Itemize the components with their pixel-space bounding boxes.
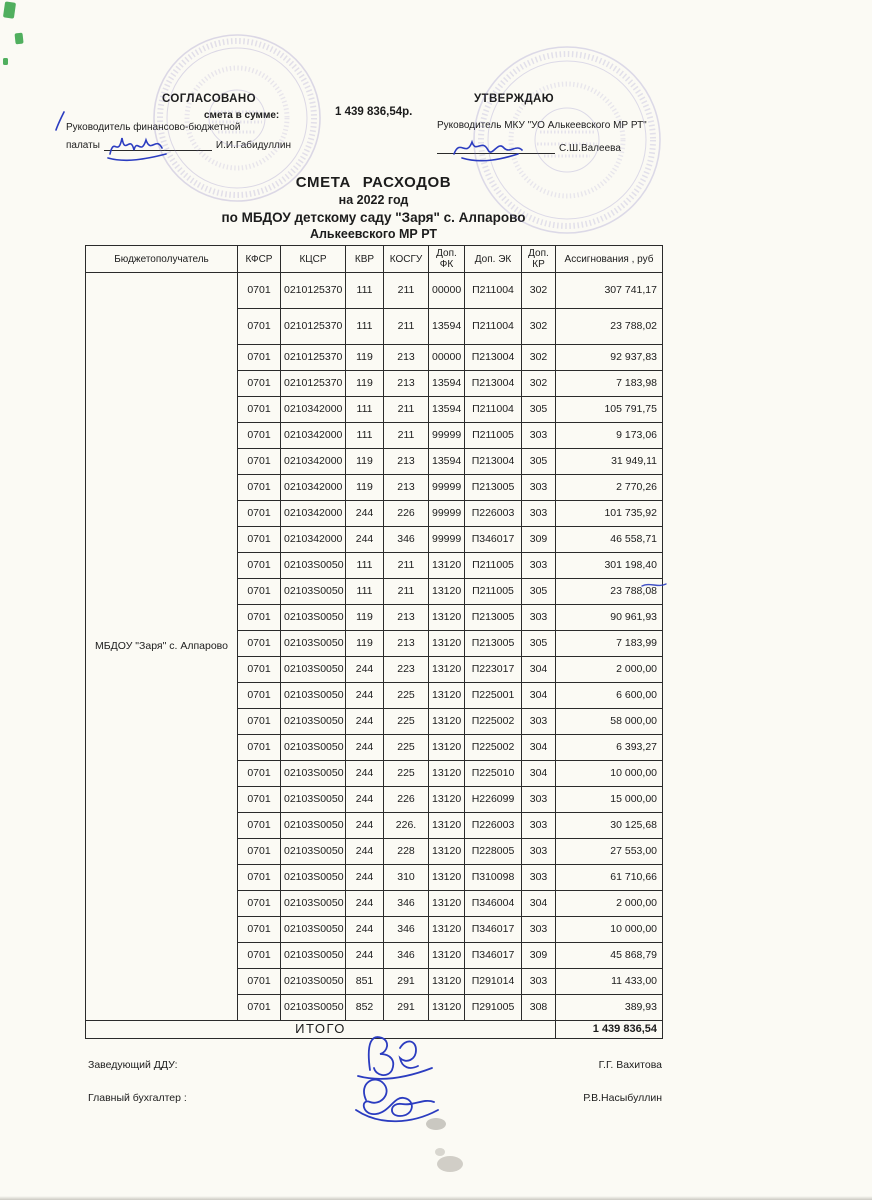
column-header: КОСГУ [384, 246, 429, 273]
table-cell: 13120 [429, 553, 465, 579]
table-cell: 244 [346, 787, 384, 813]
agreed-title: СОГЛАСОВАНО [162, 93, 256, 105]
table-cell: 213 [384, 449, 429, 475]
table-cell: 13594 [429, 449, 465, 475]
table-cell: 389,93 [556, 995, 663, 1021]
table-cell: 852 [346, 995, 384, 1021]
table-cell: 291 [384, 969, 429, 995]
table-cell: 213 [384, 631, 429, 657]
fin-head-signer-name: И.И.Габидуллин [215, 140, 291, 151]
table-cell: П213005 [465, 631, 522, 657]
table-cell: П226003 [465, 501, 522, 527]
table-cell: 00000 [429, 345, 465, 371]
table-cell: 291 [384, 995, 429, 1021]
table-cell: 13120 [429, 995, 465, 1021]
table-cell: 0701 [238, 579, 281, 605]
table-cell: 0701 [238, 917, 281, 943]
table-cell: 213 [384, 345, 429, 371]
table-cell: 310 [384, 865, 429, 891]
chief-accountant-label: Главный бухгалтер : [88, 1092, 187, 1104]
table-cell: 346 [384, 527, 429, 553]
table-cell: 244 [346, 813, 384, 839]
table-cell: 13120 [429, 865, 465, 891]
table-cell: 02103S0050 [281, 683, 346, 709]
mku-head-signer-name: С.Ш.Валеева [559, 143, 621, 154]
fin-head-role-line2: палаты [66, 140, 100, 151]
table-cell: 119 [346, 345, 384, 371]
table-cell: 02103S0050 [281, 657, 346, 683]
table-cell: 111 [346, 309, 384, 345]
green-corner-marks [3, 1, 24, 65]
table-cell: 02103S0050 [281, 891, 346, 917]
table-cell: 303 [522, 553, 556, 579]
table-cell: 119 [346, 449, 384, 475]
table-cell: 2 770,26 [556, 475, 663, 501]
approved-title: УТВЕРЖДАЮ [474, 93, 555, 105]
table-cell: 211 [384, 579, 429, 605]
table-cell: 244 [346, 683, 384, 709]
table-cell: 346 [384, 943, 429, 969]
table-cell: 7 183,99 [556, 631, 663, 657]
doc-title-line2: на 2022 год [338, 193, 409, 207]
table-cell: 02103S0050 [281, 735, 346, 761]
table-cell: 13594 [429, 397, 465, 423]
table-cell: 0701 [238, 761, 281, 787]
table-cell: 305 [522, 631, 556, 657]
table-cell: П213004 [465, 449, 522, 475]
table-cell: 304 [522, 657, 556, 683]
table-cell: 7 183,98 [556, 371, 663, 397]
fin-head-sign-row [66, 139, 291, 151]
table-cell: 9 173,06 [556, 423, 663, 449]
table-cell: 02103S0050 [281, 709, 346, 735]
table-cell: 226 [384, 787, 429, 813]
table-cell: 02103S0050 [281, 865, 346, 891]
table-cell: 0701 [238, 423, 281, 449]
table-cell: 346 [384, 891, 429, 917]
budget-table [85, 245, 663, 1039]
table-cell: 244 [346, 943, 384, 969]
table-cell: 213 [384, 371, 429, 397]
table-cell: 211 [384, 423, 429, 449]
sum-label: смета в сумме: [204, 110, 280, 121]
table-cell: 101 735,92 [556, 501, 663, 527]
table-cell: 0701 [238, 683, 281, 709]
table-cell: П211004 [465, 309, 522, 345]
table-cell: 0210125370 [281, 371, 346, 397]
table-cell: 302 [522, 309, 556, 345]
table-cell: 111 [346, 579, 384, 605]
table-cell: 111 [346, 553, 384, 579]
table-cell: 851 [346, 969, 384, 995]
table-cell: 13120 [429, 839, 465, 865]
table-cell: 6 393,27 [556, 735, 663, 761]
table-cell: 244 [346, 891, 384, 917]
table-cell: 305 [522, 397, 556, 423]
table-cell: 0701 [238, 273, 281, 309]
table-cell: 00000 [429, 273, 465, 309]
table-cell: П346017 [465, 527, 522, 553]
table-cell: 303 [522, 969, 556, 995]
table-cell: 303 [522, 605, 556, 631]
table-cell: 23 788,02 [556, 309, 663, 345]
table-cell: 302 [522, 371, 556, 397]
table-cell: 111 [346, 423, 384, 449]
table-cell: 0701 [238, 995, 281, 1021]
table-cell: 223 [384, 657, 429, 683]
head-ddu-label: Заведующий ДДУ: [88, 1059, 178, 1071]
grey-smudge-marks [426, 1118, 463, 1172]
table-cell: 2 000,00 [556, 891, 663, 917]
table-cell: 13120 [429, 761, 465, 787]
table-cell: 90 961,93 [556, 605, 663, 631]
fin-head-signature-line [104, 139, 212, 151]
table-cell: 119 [346, 605, 384, 631]
recipient-cell: МБДОУ "Заря" с. Алпарово [86, 273, 238, 1021]
table-cell: 30 125,68 [556, 813, 663, 839]
table-cell: 13120 [429, 657, 465, 683]
budget-table-body [86, 273, 663, 1021]
table-cell: 02103S0050 [281, 787, 346, 813]
table-cell: 225 [384, 709, 429, 735]
chief-accountant-name: Р.В.Насыбуллин [583, 1092, 662, 1104]
table-cell: 13120 [429, 969, 465, 995]
table-cell: 303 [522, 501, 556, 527]
table-cell: 346 [384, 917, 429, 943]
table-cell: 244 [346, 709, 384, 735]
table-cell: 244 [346, 735, 384, 761]
table-cell: 0701 [238, 969, 281, 995]
table-cell: 02103S0050 [281, 917, 346, 943]
table-cell: 301 198,40 [556, 553, 663, 579]
table-cell: 13120 [429, 683, 465, 709]
budget-table-header-row [86, 246, 663, 273]
table-cell: 0210342000 [281, 449, 346, 475]
table-cell: 0701 [238, 309, 281, 345]
table-cell: 302 [522, 345, 556, 371]
table-cell: 111 [346, 273, 384, 309]
table-cell: 13594 [429, 309, 465, 345]
table-cell: 13120 [429, 891, 465, 917]
table-cell: 02103S0050 [281, 969, 346, 995]
column-header: Ассигнования , руб [556, 246, 663, 273]
table-cell: П211004 [465, 273, 522, 309]
table-cell: 23 788,08 [556, 579, 663, 605]
sum-value: 1 439 836,54р. [335, 106, 413, 118]
column-header: КВР [346, 246, 384, 273]
table-cell: 0210342000 [281, 501, 346, 527]
table-cell: 303 [522, 475, 556, 501]
table-cell: 307 741,17 [556, 273, 663, 309]
table-cell: 02103S0050 [281, 631, 346, 657]
table-cell: 0210125370 [281, 309, 346, 345]
table-cell: 225 [384, 735, 429, 761]
column-header: Доп. КР [522, 246, 556, 273]
table-cell: 211 [384, 309, 429, 345]
table-cell: 302 [522, 273, 556, 309]
table-cell: П225010 [465, 761, 522, 787]
table-cell: 02103S0050 [281, 839, 346, 865]
table-cell: 02103S0050 [281, 995, 346, 1021]
table-row [86, 273, 663, 309]
table-cell: 0701 [238, 735, 281, 761]
table-cell: 119 [346, 371, 384, 397]
table-cell: 0701 [238, 605, 281, 631]
column-header: Доп. ФК [429, 246, 465, 273]
table-cell: П291005 [465, 995, 522, 1021]
table-cell: 244 [346, 839, 384, 865]
table-cell: 213 [384, 605, 429, 631]
table-cell: 10 000,00 [556, 761, 663, 787]
column-header: Доп. ЭК [465, 246, 522, 273]
table-cell: 61 710,66 [556, 865, 663, 891]
column-header: Бюджетополучатель [86, 246, 238, 273]
column-header: КФСР [238, 246, 281, 273]
head-ddu-name: Г.Г. Вахитова [598, 1059, 662, 1071]
table-cell: 13594 [429, 371, 465, 397]
table-cell: 0701 [238, 449, 281, 475]
head-ddu-signature [358, 1037, 432, 1079]
table-cell: 10 000,00 [556, 917, 663, 943]
table-cell: 0701 [238, 657, 281, 683]
table-cell: 0701 [238, 371, 281, 397]
table-cell: 119 [346, 475, 384, 501]
table-cell: 0701 [238, 813, 281, 839]
table-cell: 2 000,00 [556, 657, 663, 683]
table-cell: 02103S0050 [281, 761, 346, 787]
table-cell: П226003 [465, 813, 522, 839]
table-cell: 0701 [238, 631, 281, 657]
table-cell: 58 000,00 [556, 709, 663, 735]
table-cell: 211 [384, 397, 429, 423]
table-cell: П346004 [465, 891, 522, 917]
table-cell: 304 [522, 735, 556, 761]
table-cell: 45 868,79 [556, 943, 663, 969]
table-cell: 0701 [238, 475, 281, 501]
table-cell: 13120 [429, 579, 465, 605]
table-cell: 6 600,00 [556, 683, 663, 709]
table-cell: 304 [522, 891, 556, 917]
table-cell: 225 [384, 761, 429, 787]
table-cell: 99999 [429, 475, 465, 501]
table-cell: 309 [522, 527, 556, 553]
table-cell: 0701 [238, 839, 281, 865]
table-cell: П223017 [465, 657, 522, 683]
table-cell: П213005 [465, 475, 522, 501]
table-cell: 119 [346, 631, 384, 657]
table-cell: 213 [384, 475, 429, 501]
table-cell: 228 [384, 839, 429, 865]
table-cell: П211005 [465, 553, 522, 579]
table-cell: 305 [522, 449, 556, 475]
table-cell: 15 000,00 [556, 787, 663, 813]
table-cell: 0701 [238, 787, 281, 813]
fin-head-role-line1: Руководитель финансово-бюджетной [66, 122, 241, 133]
table-cell: П346017 [465, 943, 522, 969]
table-cell: 0210125370 [281, 345, 346, 371]
table-cell: 304 [522, 683, 556, 709]
doc-title-line3: по МБДОУ детскому саду "Заря" с. Алпарово [221, 210, 526, 225]
table-cell: 0210342000 [281, 423, 346, 449]
table-cell: 225 [384, 683, 429, 709]
column-header: КЦСР [281, 246, 346, 273]
table-cell: 0701 [238, 397, 281, 423]
table-cell: 02103S0050 [281, 579, 346, 605]
table-cell: 0701 [238, 345, 281, 371]
table-cell: 303 [522, 839, 556, 865]
table-cell: П225001 [465, 683, 522, 709]
table-cell: П346017 [465, 917, 522, 943]
table-cell: П228005 [465, 839, 522, 865]
table-cell: 211 [384, 553, 429, 579]
table-cell: 0701 [238, 943, 281, 969]
table-cell: 244 [346, 527, 384, 553]
table-cell: 13120 [429, 917, 465, 943]
table-cell: Н226099 [465, 787, 522, 813]
mku-head-sign-row [437, 142, 621, 154]
mku-head-role: Руководитель МКУ "УО Алькеевского МР РТ" [437, 120, 647, 131]
table-cell: 99999 [429, 423, 465, 449]
table-cell: 02103S0050 [281, 553, 346, 579]
table-cell: 92 937,83 [556, 345, 663, 371]
table-cell: П213004 [465, 345, 522, 371]
table-cell: П225002 [465, 735, 522, 761]
table-cell: 105 791,75 [556, 397, 663, 423]
table-cell: 13120 [429, 709, 465, 735]
table-cell: П291014 [465, 969, 522, 995]
table-cell: П213004 [465, 371, 522, 397]
doc-title-line1: СМЕТА РАСХОДОВ [295, 174, 452, 191]
table-cell: 13120 [429, 787, 465, 813]
table-cell: 0701 [238, 553, 281, 579]
table-cell: 0210342000 [281, 527, 346, 553]
table-cell: П211005 [465, 423, 522, 449]
scan-bottom-edge [0, 1196, 872, 1200]
table-cell: 0701 [238, 501, 281, 527]
table-cell: 31 949,11 [556, 449, 663, 475]
table-cell: 0701 [238, 865, 281, 891]
table-cell: 13120 [429, 943, 465, 969]
table-cell: 0210342000 [281, 475, 346, 501]
table-cell: 111 [346, 397, 384, 423]
table-cell: 0701 [238, 891, 281, 917]
table-cell: П211005 [465, 579, 522, 605]
table-cell: 02103S0050 [281, 813, 346, 839]
table-cell: 13120 [429, 735, 465, 761]
table-cell: 309 [522, 943, 556, 969]
table-cell: 303 [522, 709, 556, 735]
table-cell: П310098 [465, 865, 522, 891]
table-cell: 305 [522, 579, 556, 605]
total-label: ИТОГО [86, 1021, 556, 1039]
table-cell: 244 [346, 865, 384, 891]
table-cell: 13120 [429, 813, 465, 839]
table-cell: 226 [384, 501, 429, 527]
table-cell: 304 [522, 761, 556, 787]
table-cell: 27 553,00 [556, 839, 663, 865]
doc-title-line4: Алькеевского МР РТ [309, 227, 438, 241]
table-cell: 244 [346, 761, 384, 787]
table-cell: 303 [522, 917, 556, 943]
table-cell: 244 [346, 501, 384, 527]
table-cell: П225002 [465, 709, 522, 735]
table-cell: 11 433,00 [556, 969, 663, 995]
table-cell: 244 [346, 657, 384, 683]
table-cell: 211 [384, 273, 429, 309]
table-cell: 303 [522, 813, 556, 839]
table-cell: 303 [522, 423, 556, 449]
table-cell: 46 558,71 [556, 527, 663, 553]
table-cell: 02103S0050 [281, 605, 346, 631]
table-cell: 303 [522, 865, 556, 891]
table-cell: 99999 [429, 501, 465, 527]
table-cell: 303 [522, 787, 556, 813]
mku-head-signature-line [437, 142, 555, 154]
table-cell: 13120 [429, 631, 465, 657]
table-cell: 226. [384, 813, 429, 839]
table-cell: 244 [346, 917, 384, 943]
table-cell: 13120 [429, 605, 465, 631]
table-cell: 0701 [238, 709, 281, 735]
table-cell: 0210125370 [281, 273, 346, 309]
total-row [86, 1021, 663, 1039]
table-cell: П211004 [465, 397, 522, 423]
table-cell: 308 [522, 995, 556, 1021]
table-cell: П213005 [465, 605, 522, 631]
table-cell: 02103S0050 [281, 943, 346, 969]
table-cell: 0701 [238, 527, 281, 553]
total-value: 1 439 836,54 [556, 1021, 663, 1039]
table-cell: 0210342000 [281, 397, 346, 423]
pen-slash-mark [56, 112, 64, 130]
table-cell: 99999 [429, 527, 465, 553]
